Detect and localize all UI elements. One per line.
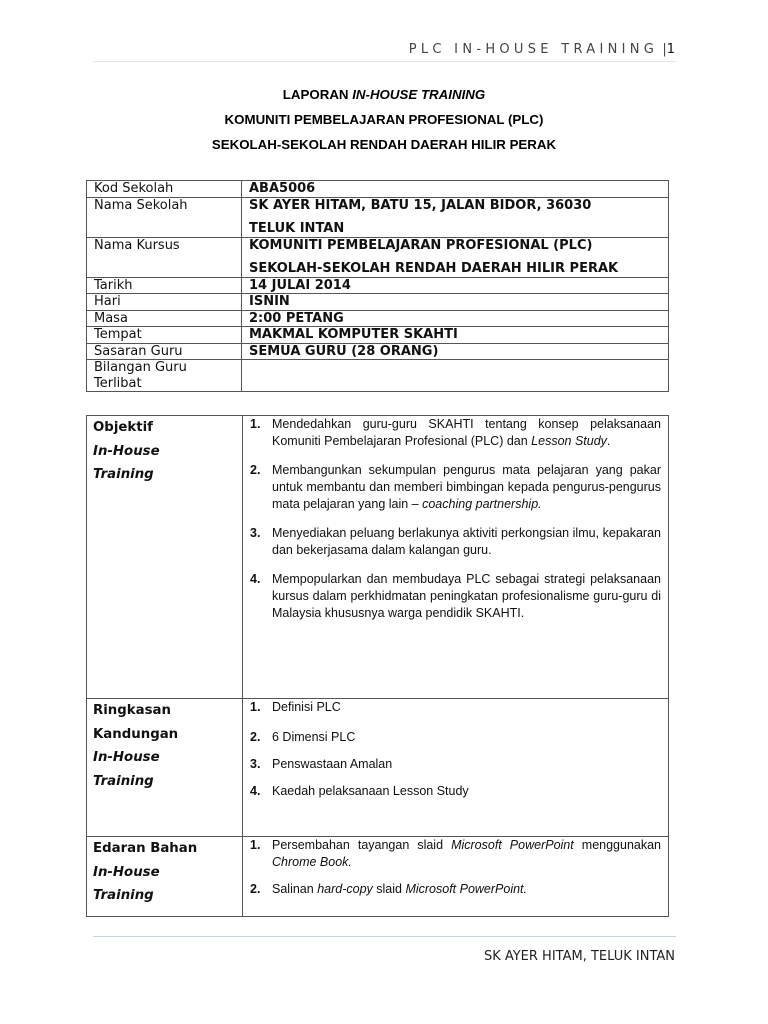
list-number: 4. bbox=[250, 572, 261, 586]
info-row bbox=[87, 310, 669, 327]
info-value-line: SEKOLAH-SEKOLAH RENDAH DAERAH HILIR PERAK bbox=[249, 261, 619, 276]
info-row bbox=[87, 277, 669, 294]
numbered-list bbox=[250, 699, 661, 800]
section-row bbox=[87, 837, 669, 917]
footer-divider bbox=[93, 936, 676, 937]
info-label: Tarikh bbox=[87, 277, 242, 294]
numbered-list bbox=[250, 837, 661, 898]
list-item bbox=[250, 699, 661, 716]
info-value-line: ISNIN bbox=[249, 294, 290, 309]
list-number: 2. bbox=[250, 882, 261, 896]
info-row bbox=[87, 294, 669, 311]
section-label-italic-line: Training bbox=[93, 467, 154, 482]
report-title-line-2: KOMUNITI PEMBELAJARAN PROFESIONAL (PLC) bbox=[224, 112, 544, 127]
info-value-line: ABA5006 bbox=[249, 181, 316, 196]
section-content bbox=[243, 837, 669, 917]
info-row bbox=[87, 197, 669, 237]
info-table bbox=[86, 180, 669, 392]
info-label: Kod Sekolah bbox=[87, 181, 242, 198]
list-item bbox=[250, 837, 661, 871]
list-number: 3. bbox=[250, 757, 261, 771]
text-run: Membangunkan sekumpulan pengurus mata pelajaran yang pakar untuk membantu dan memberi bimbingan kepada pengurus-pengurus mata pelajaran yang lain – bbox=[272, 463, 661, 511]
info-label: Tempat bbox=[87, 327, 242, 344]
info-value-line: TELUK INTAN bbox=[249, 221, 345, 236]
info-value-line: 2:00 PETANG bbox=[249, 310, 344, 326]
info-row bbox=[87, 343, 669, 360]
list-number: 2. bbox=[250, 463, 261, 477]
section-row bbox=[87, 699, 669, 837]
info-value-line: KOMUNITI PEMBELAJARAN PROFESIONAL (PLC) bbox=[249, 237, 593, 253]
section-content bbox=[243, 699, 669, 837]
section-label-italic-line: In-House bbox=[93, 750, 160, 765]
list-number: 2. bbox=[250, 730, 261, 744]
italic-text: Microsoft PowerPoint. bbox=[405, 882, 528, 896]
italic-text: coaching partnership. bbox=[422, 497, 542, 511]
list-text bbox=[272, 571, 661, 622]
section-label-italic-line: Training bbox=[93, 773, 154, 789]
section-label-italic-line: Training bbox=[93, 888, 154, 903]
page-number: 1 bbox=[666, 42, 675, 57]
info-value bbox=[242, 294, 669, 311]
info-label: Nama Kursus bbox=[87, 237, 242, 277]
info-value bbox=[242, 277, 669, 294]
italic-text: Microsoft PowerPoint bbox=[451, 838, 574, 852]
text-run: 6 Dimensi PLC bbox=[272, 730, 356, 744]
list-item bbox=[250, 462, 661, 513]
list-item bbox=[250, 416, 661, 450]
header-title: PLC IN-HOUSE TRAINING bbox=[408, 42, 659, 57]
italic-text: hard-copy bbox=[317, 882, 373, 896]
list-text bbox=[272, 416, 661, 450]
info-label: Bilangan Guru Terlibat bbox=[87, 360, 242, 392]
list-item bbox=[250, 756, 661, 773]
header-separator: | bbox=[662, 42, 667, 57]
list-text bbox=[272, 525, 661, 559]
list-number: 4. bbox=[250, 784, 261, 798]
list-text bbox=[272, 729, 661, 746]
list-number: 3. bbox=[250, 526, 261, 540]
info-value bbox=[242, 343, 669, 360]
list-text bbox=[272, 783, 661, 800]
info-value bbox=[242, 310, 669, 327]
info-value-line: MAKMAL KOMPUTER SKAHTI bbox=[249, 327, 458, 342]
list-text bbox=[272, 756, 661, 773]
list-text bbox=[272, 699, 661, 716]
italic-text: Lesson Study bbox=[531, 434, 607, 448]
text-run: Menyediakan peluang berlakunya aktiviti perkongsian ilmu, kepakaran dan bekerjasama dalam kalangan guru. bbox=[272, 526, 661, 557]
info-label: Nama Sekolah bbox=[87, 197, 242, 237]
text-run: Penswastaan Amalan bbox=[272, 757, 393, 771]
list-item bbox=[250, 881, 661, 898]
text-run: Mempopularkan dan membudaya PLC sebagai strategi pelaksanaan kursus dalam perkhidmatan peningkatan profesionalisme guru-guru di Malaysia khususnya warga pendidik SKAHTI. bbox=[272, 572, 661, 620]
list-number: 1. bbox=[250, 838, 261, 852]
list-number: 1. bbox=[250, 417, 261, 431]
numbered-list bbox=[250, 416, 661, 622]
section-label bbox=[87, 416, 243, 699]
text-run: menggunakan bbox=[573, 838, 662, 852]
list-text bbox=[272, 462, 661, 513]
info-row bbox=[87, 360, 669, 392]
section-row bbox=[87, 416, 669, 699]
section-label-line: Ringkasan bbox=[93, 703, 171, 718]
title-italic: IN-HOUSE TRAINING bbox=[352, 87, 486, 102]
text-run: Salinan bbox=[272, 882, 318, 896]
text-run: Kaedah pelaksanaan Lesson Study bbox=[272, 784, 469, 798]
info-row bbox=[87, 237, 669, 277]
report-title-line-1 bbox=[0, 86, 768, 111]
title-prefix: LAPORAN bbox=[282, 87, 353, 102]
list-item bbox=[250, 571, 661, 622]
info-row bbox=[87, 327, 669, 344]
info-label: Sasaran Guru bbox=[87, 343, 242, 360]
italic-text: Chrome Book. bbox=[272, 855, 352, 869]
section-label bbox=[87, 837, 243, 917]
info-value-line: 14 JULAI 2014 bbox=[249, 277, 351, 293]
info-row bbox=[87, 181, 669, 198]
list-text bbox=[272, 881, 661, 898]
text-run: Mendedahkan guru-guru SKAHTI tentang konsep pelaksanaan Komuniti Pembelajaran Profesional (PLC) dan bbox=[272, 417, 661, 448]
report-title-line-3: SEKOLAH-SEKOLAH RENDAH DAERAH HILIR PERAK bbox=[211, 137, 557, 152]
list-item bbox=[250, 729, 661, 746]
section-label-italic-line: In-House bbox=[93, 443, 160, 459]
list-text bbox=[272, 837, 661, 871]
section-content bbox=[243, 416, 669, 699]
section-label-line: Kandungan bbox=[93, 726, 179, 742]
info-value-line: SEMUA GURU (28 ORANG) bbox=[249, 343, 439, 359]
list-number: 1. bbox=[250, 700, 261, 714]
header-divider bbox=[93, 61, 676, 62]
text-run: . bbox=[606, 434, 611, 448]
info-label: Masa bbox=[87, 310, 242, 327]
info-value bbox=[242, 327, 669, 344]
page-footer: SK AYER HITAM, TELUK INTAN bbox=[483, 949, 675, 964]
list-item bbox=[250, 525, 661, 559]
text-run: Persembahan tayangan slaid bbox=[272, 838, 452, 852]
info-value bbox=[242, 197, 669, 237]
section-label-italic-line: In-House bbox=[93, 864, 160, 880]
info-value bbox=[242, 237, 669, 277]
section-label-line: Objektif bbox=[93, 420, 153, 435]
page-header bbox=[409, 42, 675, 57]
content-table bbox=[86, 415, 669, 917]
report-titles bbox=[0, 86, 768, 161]
text-run: Definisi PLC bbox=[272, 700, 341, 714]
info-label: Hari bbox=[87, 294, 242, 311]
info-value-line: SK AYER HITAM, BATU 15, JALAN BIDOR, 36030 bbox=[249, 197, 592, 213]
info-value-line bbox=[249, 360, 661, 376]
section-label-line: Edaran Bahan bbox=[93, 841, 198, 856]
info-value bbox=[242, 181, 669, 198]
text-run: slaid bbox=[372, 882, 406, 896]
list-item bbox=[250, 783, 661, 800]
info-value bbox=[242, 360, 669, 392]
section-label bbox=[87, 699, 243, 837]
